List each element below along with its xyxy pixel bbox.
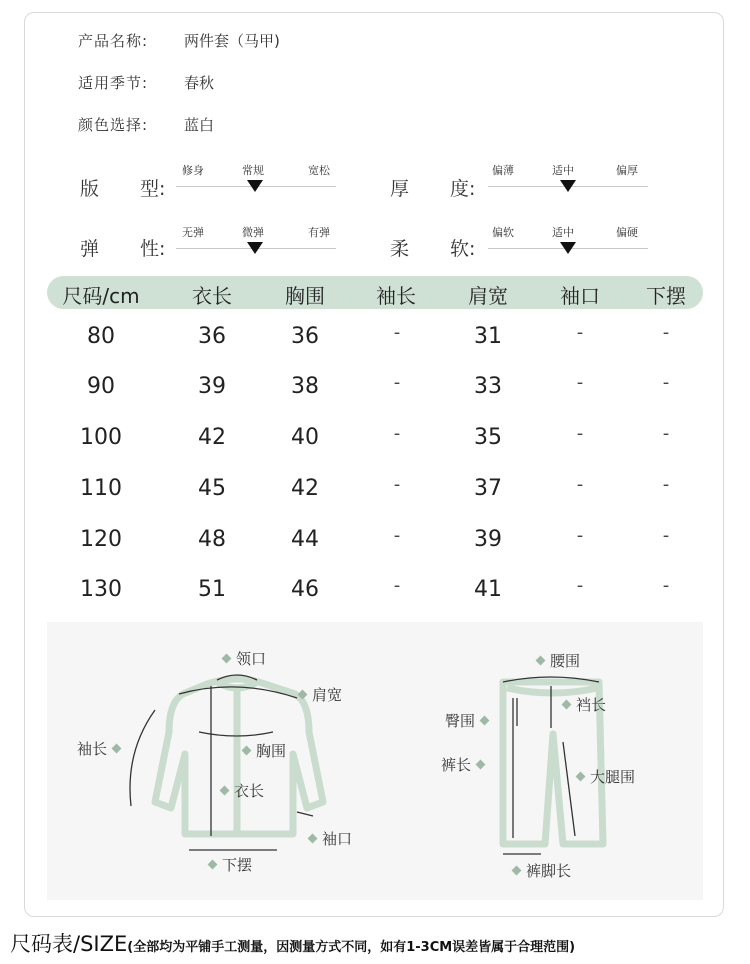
scale-option: 偏厚 <box>616 164 638 177</box>
scale-label-char: 厚 <box>390 178 410 200</box>
label-rise <box>563 694 606 715</box>
cell-chest: 46 <box>291 577 319 602</box>
scale-option: 修身 <box>182 164 204 177</box>
label-thigh <box>577 766 635 787</box>
cell-sleeve: - <box>393 423 401 444</box>
scale-option: 适中 <box>552 226 574 239</box>
col-header-size: 尺码/cm <box>62 284 140 308</box>
cell-shoulder: 37 <box>474 476 502 501</box>
scale-option: 微弹 <box>242 226 264 239</box>
cell-shoulder: 41 <box>474 577 502 602</box>
cell-sleeve: - <box>393 474 401 495</box>
jacket-shape <box>155 679 323 834</box>
scale-elastic-slider <box>176 224 336 264</box>
label-chest <box>243 740 286 761</box>
cell-length: 51 <box>198 577 226 602</box>
scale-option: 常规 <box>242 164 264 177</box>
label-text: 臀围 <box>445 712 476 730</box>
scale-indicator-icon <box>560 180 576 192</box>
label-text: 肩宽 <box>312 686 343 704</box>
scale-softness-slider <box>488 224 648 264</box>
label-text: 裆长 <box>576 696 607 714</box>
scale-label-char: 柔 <box>390 238 410 260</box>
scale-option: 偏软 <box>492 226 514 239</box>
cell-length: 39 <box>198 374 226 399</box>
diamond-icon <box>220 786 230 796</box>
label-text: 大腿围 <box>590 768 636 786</box>
scale-label-char: 版 <box>80 178 100 200</box>
scale-indicator-icon <box>247 180 263 192</box>
cell-size: 110 <box>80 476 122 501</box>
cell-shoulder: 35 <box>474 425 502 450</box>
label-text: 裤长 <box>441 756 472 774</box>
info-value: 两件套（马甲) <box>184 32 280 50</box>
label-text: 袖长 <box>77 740 108 758</box>
cell-chest: 44 <box>291 527 319 552</box>
label-length <box>221 780 264 801</box>
diamond-icon <box>208 860 218 870</box>
scale-option: 有弹 <box>308 226 330 239</box>
label-text: 衣长 <box>234 782 265 800</box>
cell-shoulder: 33 <box>474 374 502 399</box>
diamond-icon <box>308 834 318 844</box>
cell-hem: - <box>662 423 670 444</box>
scale-label-char: 度: <box>450 178 476 200</box>
label-text: 下摆 <box>222 856 253 874</box>
scale-indicator-icon <box>247 242 263 254</box>
cell-chest: 42 <box>291 476 319 501</box>
diamond-icon <box>480 716 490 726</box>
diamond-icon <box>536 656 546 666</box>
scale-fit-slider <box>176 162 336 202</box>
cell-shoulder: 39 <box>474 527 502 552</box>
info-value: 蓝白 <box>184 116 215 134</box>
label-sleeve <box>77 738 120 759</box>
label-text: 裤脚长 <box>526 862 572 880</box>
col-header-sleeve: 袖长 <box>376 284 416 308</box>
label-waist <box>537 650 580 671</box>
cell-cuff: - <box>576 525 584 546</box>
info-key: 颜色选择: <box>78 116 149 134</box>
label-hip <box>445 710 488 731</box>
label-hem <box>209 854 252 875</box>
cell-cuff: - <box>576 474 584 495</box>
info-row-product-name <box>78 30 280 51</box>
info-key: 适用季节: <box>78 74 149 92</box>
diamond-icon <box>222 654 232 664</box>
scale-option: 宽松 <box>308 164 330 177</box>
scale-option: 适中 <box>552 164 574 177</box>
cell-cuff: - <box>576 372 584 393</box>
label-text: 胸围 <box>256 742 287 760</box>
diamond-icon <box>512 866 522 876</box>
cell-size: 130 <box>80 577 122 602</box>
label-cuff <box>309 828 352 849</box>
footer-title: 尺码表/SIZE <box>10 932 128 956</box>
cell-hem: - <box>662 525 670 546</box>
size-table-header <box>47 276 703 309</box>
cell-size: 80 <box>87 324 115 349</box>
col-header-shoulder: 肩宽 <box>468 284 508 308</box>
cell-sleeve: - <box>393 322 401 343</box>
cell-sleeve: - <box>393 372 401 393</box>
cell-hem: - <box>662 322 670 343</box>
jacket-arrows <box>130 675 313 850</box>
cell-cuff: - <box>576 423 584 444</box>
label-leg-opening <box>513 860 571 881</box>
scale-option: 偏薄 <box>492 164 514 177</box>
info-value: 春秋 <box>184 74 215 92</box>
cell-length: 48 <box>198 527 226 552</box>
label-text: 领口 <box>236 650 267 668</box>
info-key: 产品名称: <box>78 32 149 50</box>
scale-option: 无弹 <box>182 226 204 239</box>
footer-caption <box>10 928 575 958</box>
cell-length: 45 <box>198 476 226 501</box>
cell-length: 36 <box>198 324 226 349</box>
label-shoulder <box>299 684 342 705</box>
garment-illustration <box>47 622 703 900</box>
scale-label-char: 性: <box>140 238 166 260</box>
diamond-icon <box>242 746 252 756</box>
scale-label-char: 弹 <box>80 238 100 260</box>
diamond-icon <box>112 744 122 754</box>
cell-length: 42 <box>198 425 226 450</box>
cell-shoulder: 31 <box>474 324 502 349</box>
label-text: 袖口 <box>322 830 353 848</box>
col-header-length: 衣长 <box>192 284 232 308</box>
cell-hem: - <box>662 474 670 495</box>
cell-chest: 38 <box>291 374 319 399</box>
cell-sleeve: - <box>393 575 401 596</box>
scale-option: 偏硬 <box>616 226 638 239</box>
cell-cuff: - <box>576 575 584 596</box>
measurement-diagram <box>47 622 703 900</box>
cell-sleeve: - <box>393 525 401 546</box>
cell-hem: - <box>662 575 670 596</box>
diamond-icon <box>476 760 486 770</box>
footer-note: (全部均为平铺手工测量，因测量方式不同，如有1-3CM误差皆属于合理范围) <box>127 940 576 955</box>
cell-chest: 36 <box>291 324 319 349</box>
cell-size: 120 <box>80 527 122 552</box>
scale-thickness-slider <box>488 162 648 202</box>
label-text: 腰围 <box>550 652 581 670</box>
diamond-icon <box>562 700 572 710</box>
label-collar <box>223 648 266 669</box>
col-header-cuff: 袖口 <box>560 284 600 308</box>
label-pants-length <box>441 754 484 775</box>
col-header-chest: 胸围 <box>285 284 325 308</box>
cell-chest: 40 <box>291 425 319 450</box>
cell-size: 90 <box>87 374 115 399</box>
info-row-season <box>78 72 214 93</box>
scale-label-char: 型: <box>140 178 166 200</box>
diamond-icon <box>298 690 308 700</box>
scale-label-char: 软: <box>450 238 476 260</box>
col-header-hem: 下摆 <box>646 284 686 308</box>
cell-hem: - <box>662 372 670 393</box>
cell-cuff: - <box>576 322 584 343</box>
info-row-color <box>78 114 214 135</box>
diamond-icon <box>576 772 586 782</box>
cell-size: 100 <box>80 425 122 450</box>
scale-indicator-icon <box>560 242 576 254</box>
